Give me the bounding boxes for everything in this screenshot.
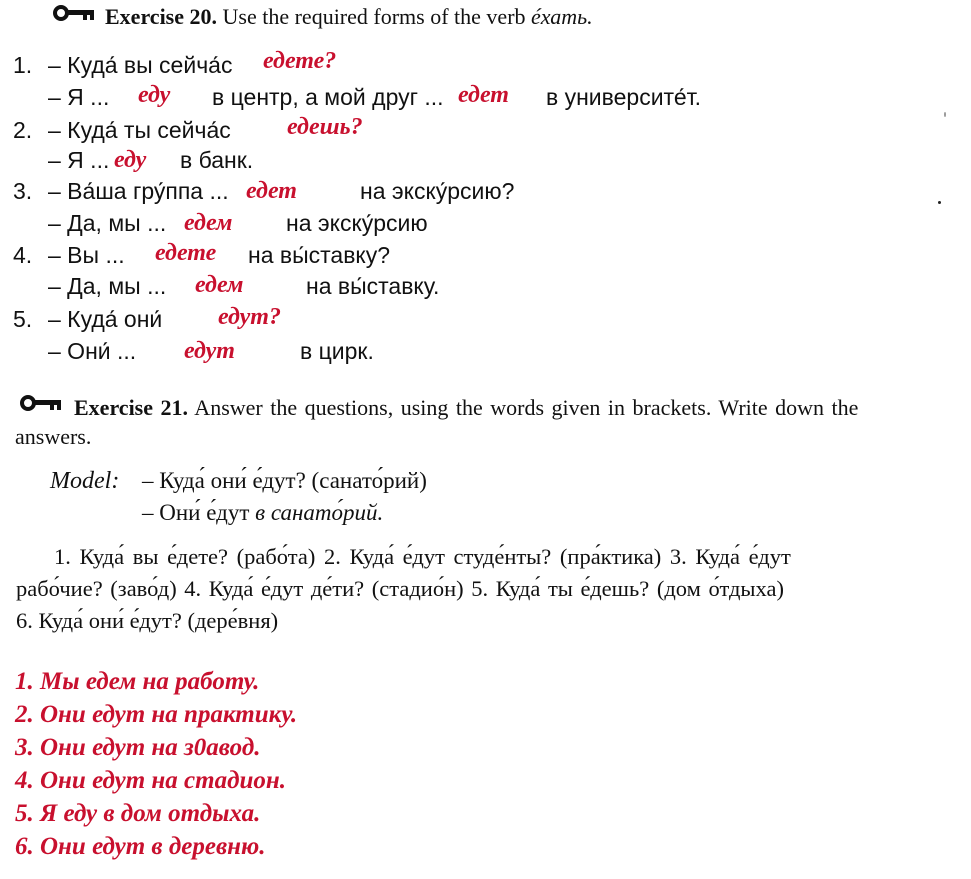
- question-text: – Вы ...: [48, 242, 125, 268]
- question-text: на вы́ставку?: [248, 242, 391, 268]
- item-number: 4.: [13, 242, 33, 268]
- answer-word: едем: [195, 272, 244, 298]
- model-label: Model:: [50, 468, 120, 494]
- answer-word: едет: [458, 82, 509, 108]
- response-text: – Я ...: [48, 84, 110, 110]
- answer-line: 4. Они едут на стадион.: [15, 767, 287, 794]
- answer-word: едет: [246, 178, 297, 204]
- exercise-20-heading: Exercise 20. Use the required forms of the verb éхать.: [105, 4, 593, 29]
- answer-word: еду: [114, 147, 147, 173]
- answer-word: едете?: [263, 48, 337, 74]
- questions-line: 6. Куда́ они́ е́дут? (дере́вня): [16, 608, 279, 633]
- question-text: – Куда́ они́: [48, 306, 163, 332]
- response-text: в университе́т.: [546, 84, 701, 110]
- response-text: – Да, мы ...: [48, 273, 167, 299]
- key-icon: [53, 4, 97, 22]
- model-question: – Куда́ они́ е́дут? (санато́рий): [142, 468, 427, 493]
- answer-line: 3. Они едут на з0авод.: [15, 734, 261, 761]
- model-answer: – Они́ е́дут в санато́рий.: [142, 500, 384, 525]
- response-text: в центр, а мой друг ...: [212, 84, 444, 110]
- answer-word: едешь?: [287, 114, 363, 140]
- answer-line: 5. Я еду в дом отдыха.: [15, 800, 261, 827]
- item-number: 1.: [13, 52, 33, 78]
- answer-line: 6. Они едут в деревню.: [15, 833, 266, 860]
- key-icon: [20, 394, 64, 412]
- question-text: – Куда́ вы сейча́с: [48, 52, 233, 78]
- questions-line: рабо́чие? (заво́д) 4. Куда́ е́дут де́ти? (стадио́н) 5. Куда́ ты е́дешь? (дом о́тдыха): [16, 576, 784, 601]
- answer-word: едут: [184, 338, 235, 364]
- question-text: – Куда́ ты сейча́с: [48, 117, 231, 143]
- answer-line: 2. Они едут на практику.: [15, 701, 298, 728]
- answer-word: едете: [155, 240, 217, 266]
- response-text: – Да, мы ...: [48, 210, 167, 236]
- answer-line: 1. Мы едем на работу.: [15, 668, 260, 695]
- item-number: 5.: [13, 306, 33, 332]
- question-text: на экску́рсию?: [360, 178, 515, 204]
- item-number: 2.: [13, 117, 33, 143]
- question-text: – Ва́ша гру́ппа ...: [48, 178, 229, 204]
- exercise-21-heading-cont: answers.: [15, 424, 92, 449]
- response-text: в банк.: [180, 147, 254, 173]
- exercise-21-heading: Exercise 21. Answer the questions, using the words given in brackets. Write down the: [74, 395, 859, 420]
- response-text: в цирк.: [300, 338, 374, 364]
- scan-speck: [944, 112, 946, 117]
- questions-line: 1. Куда́ вы е́дете? (рабо́та) 2. Куда́ е́дут студе́нты? (пра́ктика) 3. Куда́ е́дут: [54, 544, 791, 569]
- answer-word: едут?: [218, 304, 281, 330]
- response-text: – Они́ ...: [48, 338, 137, 364]
- answer-word: еду: [138, 82, 171, 108]
- response-text: на вы́ставку.: [306, 273, 440, 299]
- item-number: 3.: [13, 178, 33, 204]
- response-text: – Я ...: [48, 147, 110, 173]
- scan-speck: [938, 201, 941, 204]
- response-text: на экску́рсию: [286, 210, 428, 236]
- answer-word: едем: [184, 210, 233, 236]
